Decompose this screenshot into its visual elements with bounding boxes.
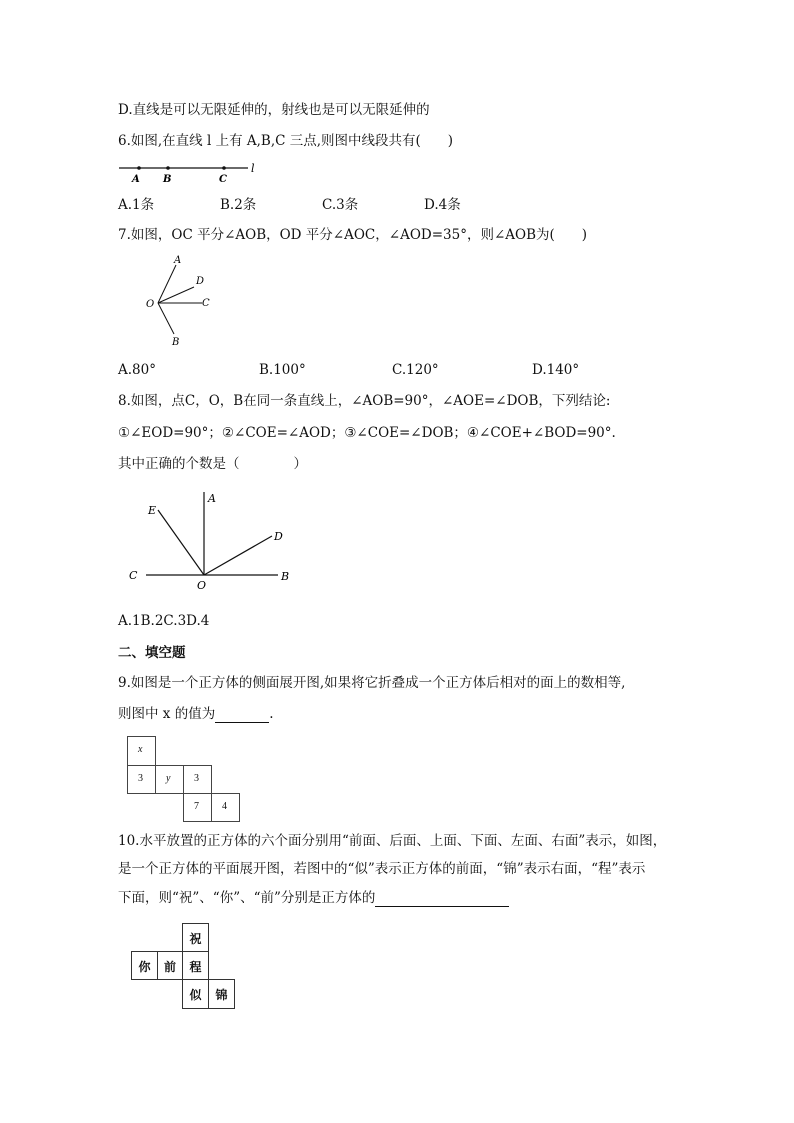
q9-cell-x: x [127,736,156,766]
q7-option-a: A.80° [118,362,156,378]
q9-line-2-text: 则图中 x 的值为 [118,706,216,722]
q8-conclusions: ①∠EOD=90°；②∠COE=∠AOD；③∠COE=∠DOB；④∠COE+∠BOD=90°. [118,425,616,441]
q8-label-b: B [281,570,290,583]
q9-cell-4: 4 [211,793,240,822]
q7-label-c: C [202,298,210,309]
q7-label-b: B [172,337,180,348]
q8-label-e: E [148,504,157,517]
q9-line-2 [118,705,274,723]
q6-question: 6.如图,在直线 l 上有 A,B,C 三点,则图中线段共有( ) [118,133,454,149]
q6-label-b: B [163,174,172,185]
q6-label-c: C [219,174,227,185]
q8-prompt: 其中正确的个数是（ ） [118,456,307,472]
q6-option-c: C.3条 [322,197,359,213]
q10-answer-blank [375,892,509,907]
q9-line-2-end: . [269,706,274,722]
q10-cell-si: 似 [182,979,209,1009]
q6-option-a: A.1条 [118,197,155,213]
q5-option-d: D.直线是可以无限延伸的，射线也是可以无限延伸的 [118,102,430,118]
q7-question: 7.如图，OC 平分∠AOB，OD 平分∠AOC，∠AOD=35°，则∠AOB为( ) [118,227,588,243]
q6-line-figure [116,158,266,186]
q8-angle-figure [124,488,300,600]
q9-cell-3a: 3 [127,765,156,794]
q8-label-o: O [197,579,207,592]
q9-cell-y: y [155,765,184,794]
q10-line-2: 是一个正方体的平面展开图，若图中的“似”表示正方体的前面，“锦”表示右面，“程”表示 [118,861,646,877]
q6-option-d: D.4条 [424,197,461,213]
q10-cell-zhu: 祝 [182,923,209,952]
q10-cell-cheng: 程 [182,951,209,980]
q7-label-d: D [196,276,205,287]
q8-label-c: C [129,569,138,582]
q7-option-d: D.140° [532,362,580,378]
q9-answer-blank [215,708,269,723]
q9-line-1: 9.如图是一个正方体的侧面展开图,如果将它折叠成一个正方体后相对的面上的数相等, [118,675,626,691]
q9-cell-7: 7 [183,793,212,822]
q10-cell-qian: 前 [157,951,183,980]
q9-cell-3b: 3 [183,765,212,794]
q8-options: A.1B.2C.3D.4 [118,613,210,629]
q10-line-3-text: 下面，则“祝”、“你”、“前”分别是正方体的 [118,890,376,906]
q10-cell-jin: 锦 [208,979,235,1009]
q7-label-a: A [174,255,182,266]
q10-line-1: 10.水平放置的正方体的六个面分别用“前面、后面、上面、下面、左面、右面”表示，如图， [118,833,667,849]
q6-option-b: B.2条 [220,197,257,213]
q8-label-d: D [274,530,283,543]
section-title: 二、填空题 [118,645,186,661]
q6-label-l: l [251,162,255,175]
q7-option-b: B.100° [259,362,306,378]
q7-option-c: C.120° [392,362,439,378]
q10-cell-ni: 你 [131,951,158,980]
q7-label-o: O [146,299,155,310]
q10-line-3 [118,889,509,907]
q7-angle-figure [140,252,230,352]
q8-question: 8.如图，点C，O，B在同一条直线上，∠AOB=90°，∠AOE=∠DOB，下列结论: [118,393,611,409]
q8-label-a: A [208,492,216,505]
q6-label-a: A [132,174,140,185]
